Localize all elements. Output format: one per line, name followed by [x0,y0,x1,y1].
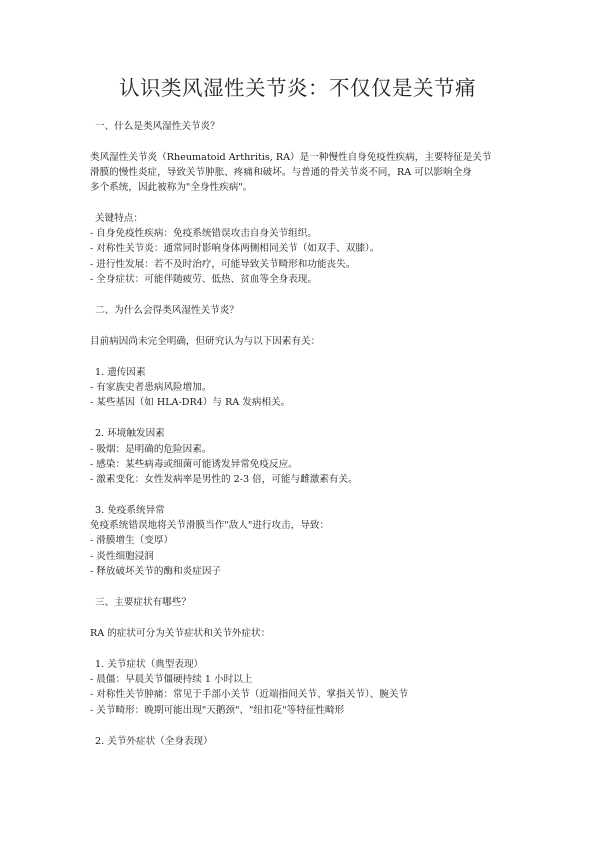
list-item: - 激素变化：女性发病率是男性的 2-3 倍，可能与雌激素有关。 [90,474,358,485]
list-item: - 对称性关节肿痛：常见于手部小关节（近端指间关节、掌指关节）、腕关节 [90,689,409,700]
paragraph-line: 类风湿性关节炎（Rheumatoid Arthritis, RA）是一种慢性自身免疫性疾病，主要特征是关节 [90,152,492,163]
list-item: - 某些基因（如 HLA-DR4）与 RA 发病相关。 [90,397,291,408]
list-item: - 释放破坏关节的酶和炎症因子 [90,566,222,577]
paragraph-line: 目前病因尚未完全明确，但研究认为与以下因素有关： [90,336,321,347]
paragraph-line: 滑膜的慢性炎症，导致关节肿胀、疼痛和破坏。与普通的骨关节炎不同，RA 可以影响全身 [90,167,472,178]
numbered-heading: 1. 关节症状（典型表现） [95,659,204,670]
paragraph-line: 免疫系统错误地将关节滑膜当作"敌人"进行攻击，导致： [90,520,330,531]
paragraph-line: RA 的症状可分为关节症状和关节外症状： [90,628,271,639]
list-item: - 晨僵：早晨关节僵硬持续 1 小时以上 [90,674,253,685]
list-item: - 滑膜增生（变厚） [90,535,174,546]
section-heading: 一、什么是类风湿性关节炎？ [95,121,220,132]
list-item: - 自身免疫性疾病：免疫系统错误攻击自身关节组织。 [90,228,317,239]
list-item: - 感染：某些病毒或细菌可能诱发异常免疫反应。 [90,459,298,470]
list-item: - 关节畸形：晚期可能出现"天鹅颈"、"纽扣花"等特征性畸形 [90,705,345,716]
numbered-heading: 2. 环境触发因素 [95,428,165,439]
list-item: - 全身症状：可能伴随疲劳、低热、贫血等全身表现。 [90,274,317,285]
list-item: - 进行性发展：若不及时治疗，可能导致关节畸形和功能丧失。 [90,259,356,270]
list-item: - 炎性细胞浸润 [90,551,154,562]
list-item: - 有家族史者患病风险增加。 [90,382,212,393]
list-item: - 吸烟：是明确的危险因素。 [90,444,212,455]
paragraph-line: 多个系统，因此被称为"全身性疾病"。 [90,182,253,193]
document-title: 认识类风湿性关节炎：不仅仅是关节痛 [119,76,476,100]
section-heading: 三、主要症状有哪些？ [95,597,191,608]
numbered-heading: 2. 关节外症状（全身表现） [95,736,213,747]
numbered-heading: 3. 免疫系统异常 [95,505,165,516]
section-heading: 二、为什么会得类风湿性关节炎？ [95,305,239,316]
numbered-heading: 1. 遗传因素 [95,367,146,378]
list-item: - 对称性关节炎：通常同时影响身体两侧相同关节（如双手、双膝）。 [90,243,380,254]
subheading: 关键特点： [95,213,143,224]
